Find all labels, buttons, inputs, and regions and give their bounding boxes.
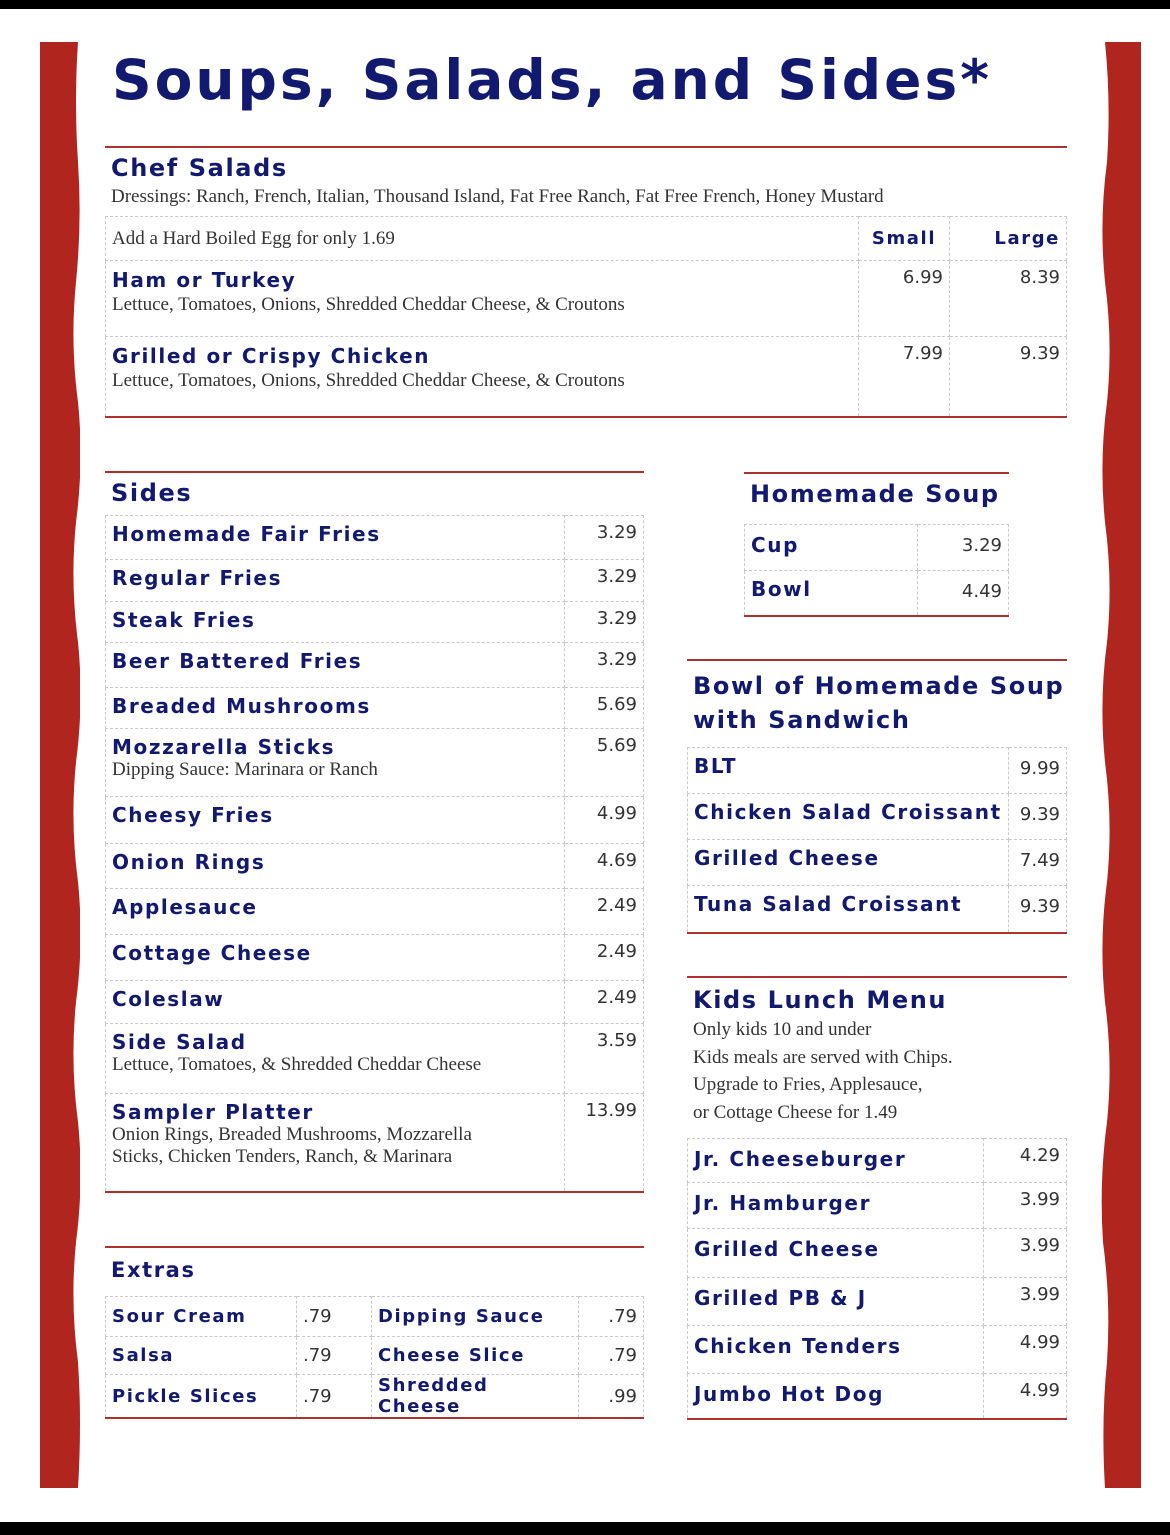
table-row	[106, 797, 644, 844]
item-desc: Dipping Sauce: Marinara or Ranch	[112, 759, 378, 780]
left-red-stripe	[40, 42, 80, 1488]
item-price: 2.49	[565, 981, 644, 1024]
homemade-soup-title: Homemade Soup	[750, 480, 1000, 508]
item-price: 3.29	[565, 602, 644, 643]
table-row	[106, 981, 644, 1024]
kids-note: Kids meals are served with Chips.	[693, 1046, 953, 1068]
extra-name: Salsa	[106, 1337, 297, 1375]
table-row	[106, 935, 644, 981]
item-desc: Lettuce, Tomatoes, & Shredded Cheddar Cheese	[112, 1054, 482, 1075]
sides-title: Sides	[111, 479, 193, 507]
item-price: 3.99	[984, 1229, 1067, 1278]
item-name: Jumbo Hot Dog	[688, 1374, 984, 1419]
table-row	[106, 729, 644, 797]
item-name: Sampler Platter	[112, 1100, 314, 1124]
item-name: Cheesy Fries	[106, 797, 565, 844]
table-row	[745, 571, 1009, 616]
table-row	[106, 261, 1067, 337]
table-row	[688, 1229, 1067, 1278]
table-row	[745, 525, 1009, 571]
item-price: 13.99	[565, 1094, 644, 1192]
soup-sandwich-section	[687, 659, 1067, 934]
item-price: 4.69	[565, 844, 644, 889]
table-row	[688, 1326, 1067, 1374]
table-header-row	[106, 217, 1067, 261]
sides-section	[105, 471, 644, 1193]
small-column-header: Small	[859, 217, 950, 261]
homemade-soup-section	[744, 472, 1009, 617]
table-row	[106, 560, 644, 602]
soup-sandwich-title	[687, 661, 1067, 747]
item-name: Beer Battered Fries	[106, 643, 565, 688]
item-price: 3.29	[918, 525, 1009, 571]
item-price: 5.69	[565, 729, 644, 797]
item-price: 3.29	[565, 560, 644, 602]
extra-name: Dipping Sauce	[372, 1297, 579, 1337]
table-row	[106, 1375, 644, 1419]
table-row	[106, 889, 644, 935]
item-name: Breaded Mushrooms	[106, 688, 565, 729]
price-large: 9.39	[950, 337, 1067, 417]
extras-table	[105, 1296, 644, 1419]
item-name: Chicken Salad Croissant	[688, 794, 1009, 840]
extra-name: Pickle Slices	[106, 1375, 297, 1419]
sides-table	[105, 515, 644, 1193]
item-desc: Lettuce, Tomatoes, Onions, Shredded Cheddar Cheese, & Croutons	[112, 370, 625, 391]
large-column-header: Large	[950, 217, 1067, 261]
extra-name: Shredded Cheese	[372, 1375, 579, 1419]
soup-sandwich-title-line2: with Sandwich	[693, 706, 911, 734]
kids-note: Only kids 10 and under	[693, 1019, 872, 1040]
item-price: 7.49	[1008, 840, 1066, 886]
price-large: 8.39	[950, 261, 1067, 337]
soup-sandwich-title-line1: Bowl of Homemade Soup	[693, 672, 1065, 700]
item-desc: Sticks, Chicken Tenders, Ranch, & Marinara	[112, 1146, 453, 1167]
right-red-stripe	[1101, 42, 1141, 1488]
item-name: Grilled PB & J	[688, 1278, 984, 1326]
extra-name: Cheese Slice	[372, 1337, 579, 1375]
extra-price: .79	[297, 1337, 372, 1375]
kids-notes	[687, 1014, 1067, 1138]
table-row	[688, 886, 1067, 933]
kids-note: Upgrade to Fries, Applesauce,	[693, 1074, 923, 1095]
kids-menu-title: Kids Lunch Menu	[693, 986, 948, 1014]
item-price: 3.29	[565, 516, 644, 560]
item-price: 2.49	[565, 935, 644, 981]
item-price: 4.99	[565, 797, 644, 844]
table-row	[688, 748, 1067, 794]
dressings-text: Dressings: Ranch, French, Italian, Thousand Island, Fat Free Ranch, Fat Free French, Honey Mustard	[111, 186, 884, 207]
table-row	[688, 1374, 1067, 1419]
soup-table	[744, 524, 1009, 617]
kids-menu-section	[687, 976, 1067, 1420]
item-name: Tuna Salad Croissant	[688, 886, 1009, 933]
chef-salads-section	[105, 146, 1067, 418]
item-name: Grilled Cheese	[688, 840, 1009, 886]
extras-section	[105, 1246, 644, 1419]
item-desc: Lettuce, Tomatoes, Onions, Shredded Cheddar Cheese, & Croutons	[112, 294, 625, 315]
extra-price: .79	[297, 1297, 372, 1337]
item-name: Grilled Cheese	[688, 1229, 984, 1278]
table-row	[106, 516, 644, 560]
extra-price: .79	[579, 1337, 644, 1375]
item-price: 2.49	[565, 889, 644, 935]
soup-sandwich-table	[687, 747, 1067, 934]
table-row	[688, 1139, 1067, 1183]
item-price: 4.49	[918, 571, 1009, 616]
table-row	[106, 688, 644, 729]
item-price: 3.99	[984, 1278, 1067, 1326]
price-small: 7.99	[859, 337, 950, 417]
table-row	[688, 794, 1067, 840]
item-name: Jr. Cheeseburger	[688, 1139, 984, 1183]
extra-price: .99	[579, 1375, 644, 1419]
table-row	[106, 643, 644, 688]
extra-name: Sour Cream	[106, 1297, 297, 1337]
item-name: Onion Rings	[106, 844, 565, 889]
table-row	[688, 1278, 1067, 1326]
chef-salads-title: Chef Salads	[111, 154, 288, 182]
kids-note: or Cottage Cheese for 1.49	[693, 1101, 898, 1123]
item-name: Side Salad	[112, 1030, 247, 1054]
extra-price: .79	[297, 1375, 372, 1419]
item-price: 4.99	[984, 1374, 1067, 1419]
extra-price: .79	[579, 1297, 644, 1337]
bottom-border	[0, 1522, 1170, 1535]
kids-table	[687, 1138, 1067, 1420]
item-name: BLT	[688, 748, 1009, 794]
item-name: Jr. Hamburger	[688, 1183, 984, 1229]
item-price: 3.99	[984, 1183, 1067, 1229]
item-name: Regular Fries	[106, 560, 565, 602]
item-name: Bowl	[745, 571, 918, 616]
item-name: Coleslaw	[106, 981, 565, 1024]
table-row	[106, 844, 644, 889]
table-row	[106, 337, 1067, 417]
item-name: Mozzarella Sticks	[112, 735, 336, 759]
top-border	[0, 0, 1170, 9]
table-row	[688, 840, 1067, 886]
item-price: 5.69	[565, 688, 644, 729]
egg-note: Add a Hard Boiled Egg for only 1.69	[106, 217, 859, 261]
table-row	[106, 1297, 644, 1337]
item-name: Applesauce	[106, 889, 565, 935]
item-price: 9.39	[1008, 794, 1066, 840]
chef-salads-table	[105, 216, 1067, 418]
item-name: Chicken Tenders	[688, 1326, 984, 1374]
item-name: Steak Fries	[106, 602, 565, 643]
item-price: 9.99	[1008, 748, 1066, 794]
item-price: 4.99	[984, 1326, 1067, 1374]
item-name: Grilled or Crispy Chicken	[112, 344, 431, 368]
page-title: Soups, Salads, and Sides*	[112, 48, 992, 112]
item-price: 3.29	[565, 643, 644, 688]
item-name: Ham or Turkey	[112, 268, 297, 292]
table-row	[106, 1094, 644, 1192]
table-row	[106, 1024, 644, 1094]
table-row	[106, 602, 644, 643]
item-name: Cup	[745, 525, 918, 571]
item-name: Homemade Fair Fries	[106, 516, 565, 560]
item-price: 9.39	[1008, 886, 1066, 933]
extras-title: Extras	[111, 1258, 196, 1282]
item-price: 3.59	[565, 1024, 644, 1094]
price-small: 6.99	[859, 261, 950, 337]
table-row	[106, 1337, 644, 1375]
item-price: 4.29	[984, 1139, 1067, 1183]
item-desc: Onion Rings, Breaded Mushrooms, Mozzarella	[112, 1124, 472, 1145]
table-row	[688, 1183, 1067, 1229]
item-name: Cottage Cheese	[106, 935, 565, 981]
